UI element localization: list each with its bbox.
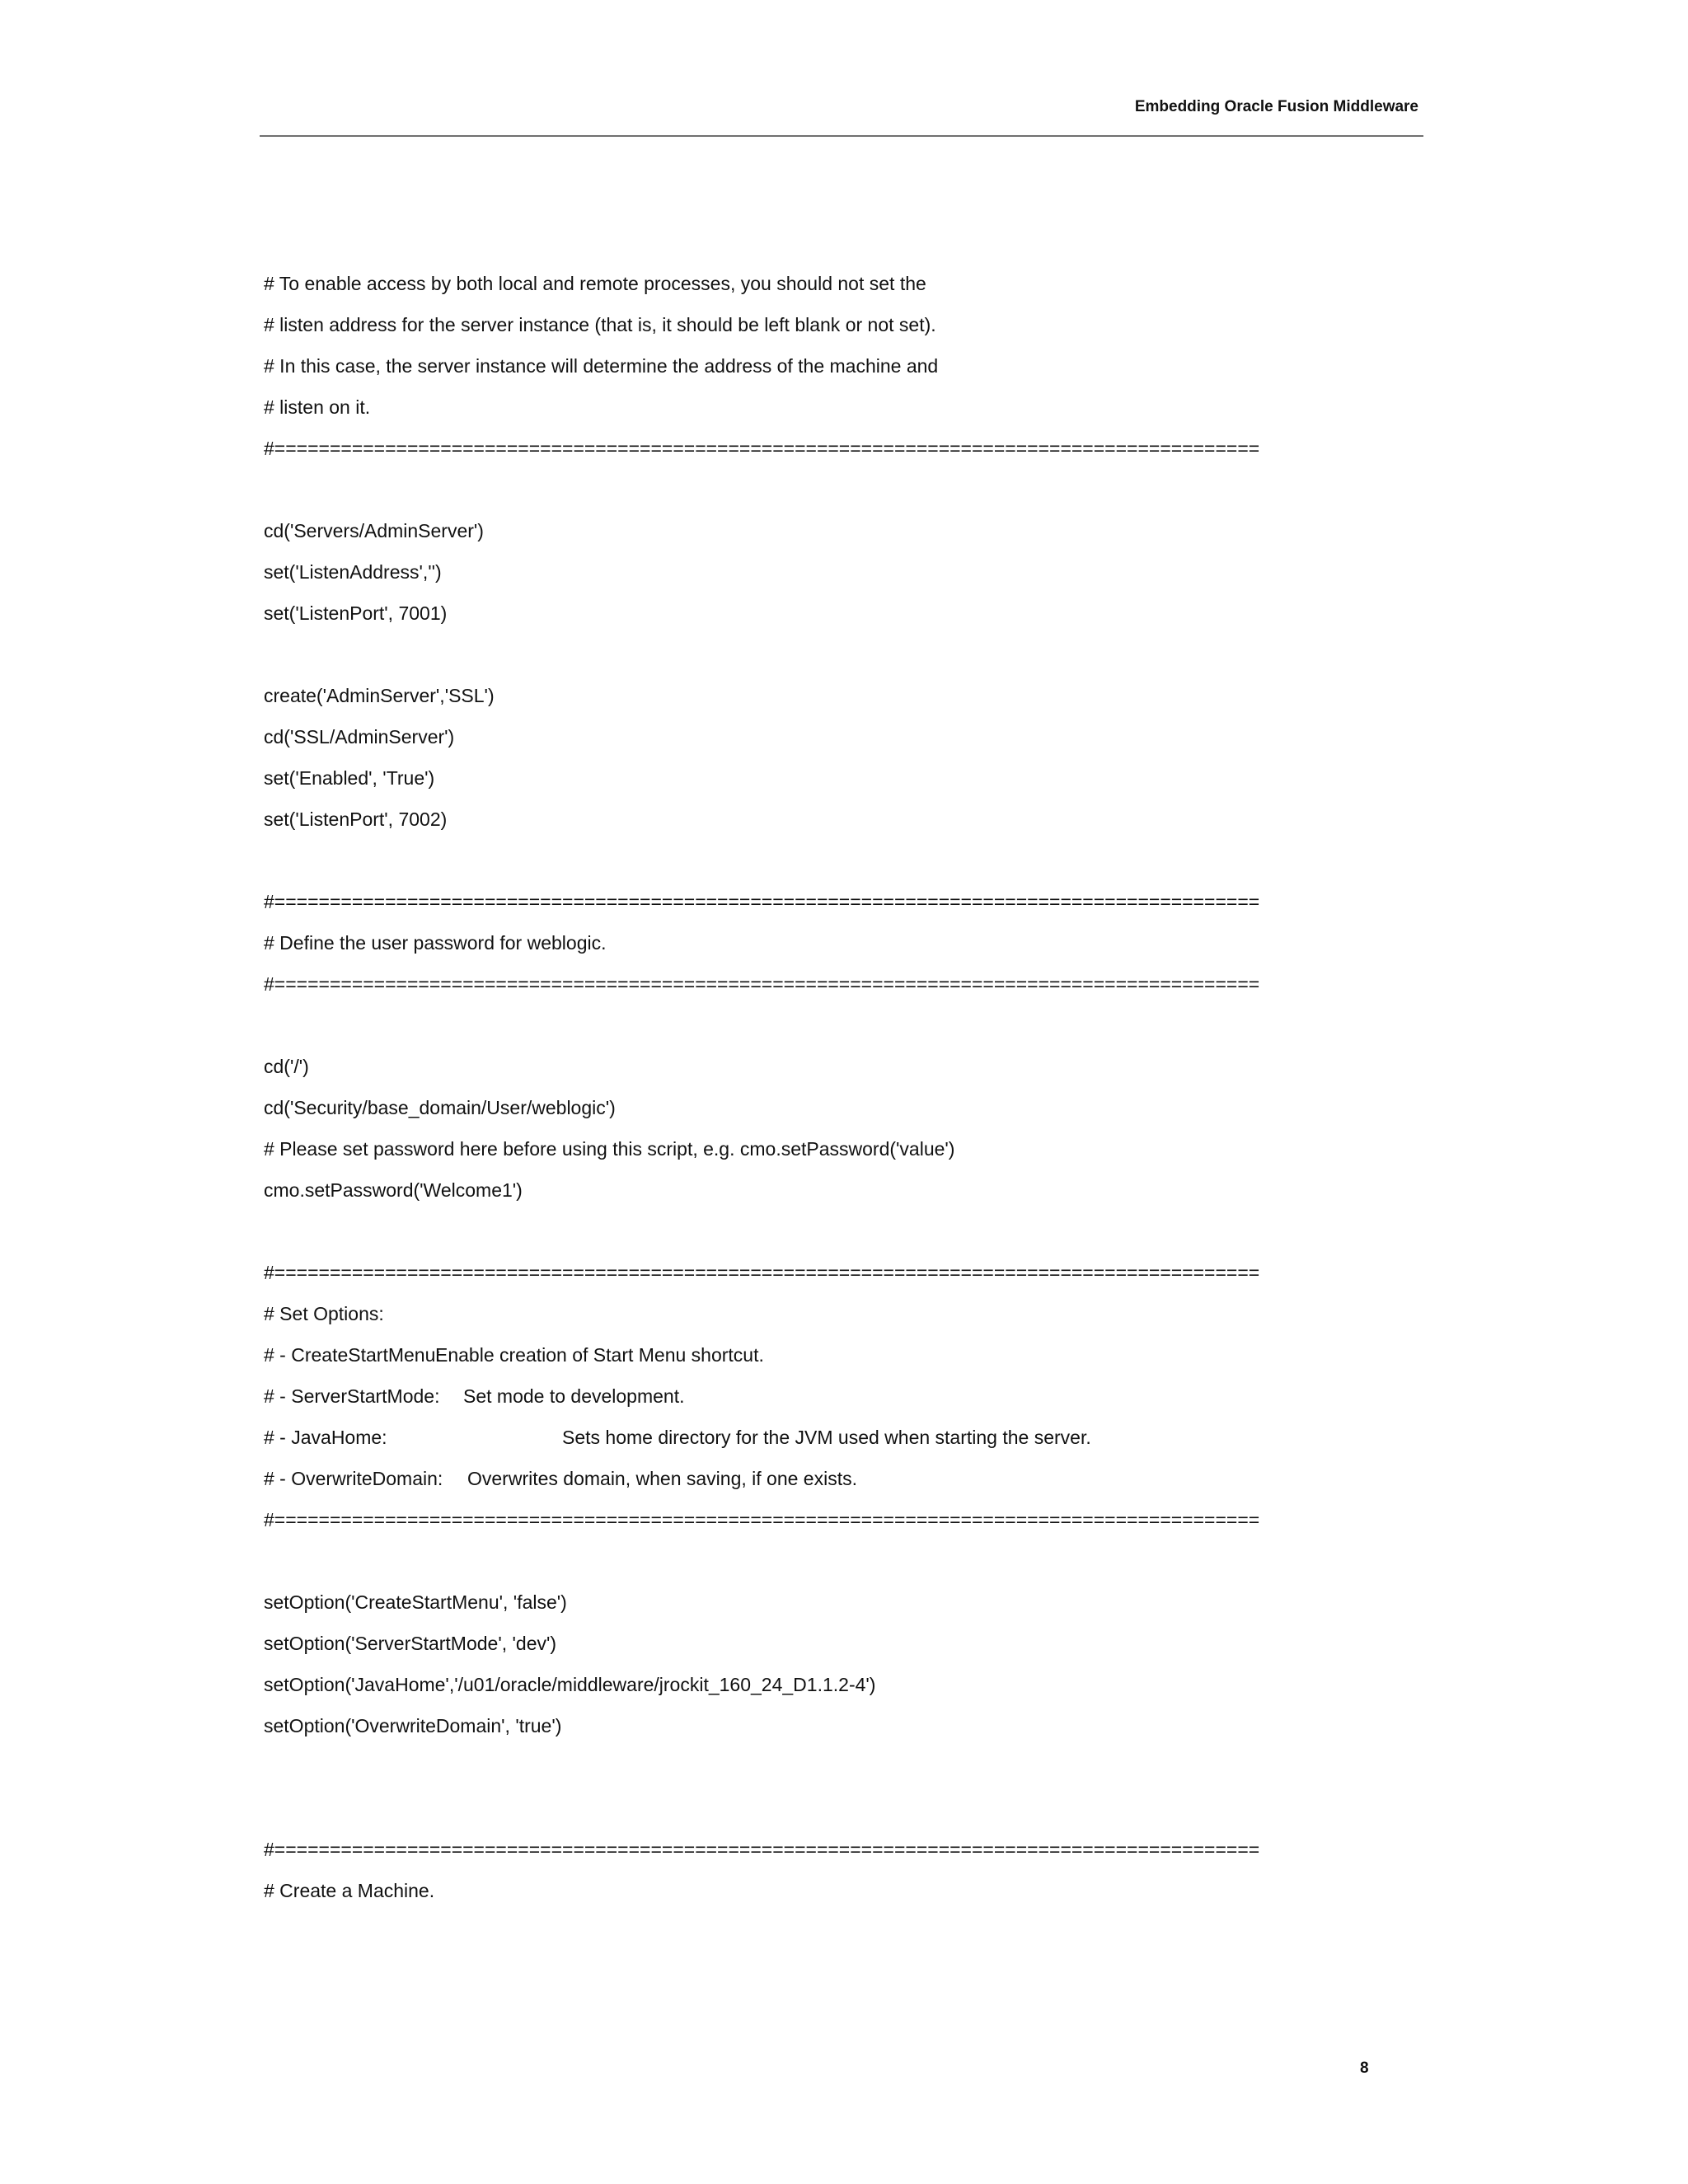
- option-name: # - JavaHome:: [264, 1427, 387, 1448]
- blank-line: [264, 640, 1418, 681]
- option-name: # - CreateStartMenu:: [264, 1344, 441, 1366]
- comment-line: # Please set password here before using this script, e.g. cmo.setPassword('value'): [264, 1138, 955, 1160]
- code-line: set('ListenPort', 7002): [264, 808, 448, 830]
- blank-line: [264, 475, 1418, 516]
- code-line: setOption('OverwriteDomain', 'true'): [264, 1715, 562, 1736]
- code-line: setOption('CreateStartMenu', 'false'): [264, 1591, 567, 1613]
- blank-line: [264, 1546, 1418, 1587]
- comment-line: # To enable access by both local and remote processes, you should not set the: [264, 273, 926, 294]
- option-description: Set mode to development.: [463, 1385, 685, 1407]
- code-line: cd('/'): [264, 1056, 309, 1077]
- option-description: Sets home directory for the JVM used when starting the server.: [562, 1427, 1091, 1448]
- comment-line: # In this case, the server instance will determine the address of the machine and: [264, 355, 939, 377]
- page-header: [260, 97, 1423, 137]
- code-line: cd('Servers/AdminServer'): [264, 520, 484, 541]
- option-comment-line: [264, 1422, 1418, 1464]
- blank-line: [264, 1216, 1418, 1258]
- page-number: 8: [1360, 2060, 1369, 2077]
- blank-line: [264, 846, 1418, 887]
- script-listing: [264, 269, 1418, 1917]
- code-line: create('AdminServer','SSL'): [264, 685, 495, 706]
- separator-line: #=========================================================================================: [264, 1509, 1260, 1530]
- code-line: cd('Security/base_domain/User/weblogic'): [264, 1097, 616, 1118]
- blank-line: [264, 1752, 1418, 1793]
- separator-line: #=========================================================================================: [264, 438, 1260, 459]
- option-name: # - OverwriteDomain:: [264, 1468, 443, 1489]
- comment-line: # Define the user password for weblogic.: [264, 932, 607, 954]
- option-description: Enable creation of Start Menu shortcut.: [435, 1344, 764, 1366]
- option-comment-line: [264, 1464, 1418, 1505]
- code-line: set('Enabled', 'True'): [264, 767, 435, 789]
- separator-line: #=========================================================================================: [264, 1839, 1260, 1860]
- option-comment-line: [264, 1340, 1418, 1381]
- blank-line: [264, 1793, 1418, 1835]
- running-header-title: Embedding Oracle Fusion Middleware: [1134, 98, 1418, 115]
- code-line: cmo.setPassword('Welcome1'): [264, 1179, 523, 1201]
- option-comment-line: [264, 1381, 1418, 1422]
- separator-line: #=========================================================================================: [264, 891, 1260, 912]
- code-line: cd('SSL/AdminServer'): [264, 726, 455, 748]
- comment-line: # listen on it.: [264, 396, 371, 418]
- option-name: # - ServerStartMode:: [264, 1385, 440, 1407]
- comment-line: # listen address for the server instance (that is, it should be left blank or not set).: [264, 314, 936, 335]
- code-line: set('ListenAddress',''): [264, 561, 442, 583]
- code-line: setOption('JavaHome','/u01/oracle/middleware/jrockit_160_24_D1.1.2-4'): [264, 1674, 876, 1695]
- option-description: Overwrites domain, when saving, if one exists.: [467, 1468, 857, 1489]
- code-line: setOption('ServerStartMode', 'dev'): [264, 1633, 557, 1654]
- separator-line: #=========================================================================================: [264, 973, 1260, 995]
- code-line: set('ListenPort', 7001): [264, 602, 448, 624]
- separator-line: #=========================================================================================: [264, 1262, 1260, 1283]
- comment-line: # Set Options:: [264, 1303, 384, 1324]
- blank-line: [264, 1010, 1418, 1052]
- comment-line: # Create a Machine.: [264, 1880, 435, 1901]
